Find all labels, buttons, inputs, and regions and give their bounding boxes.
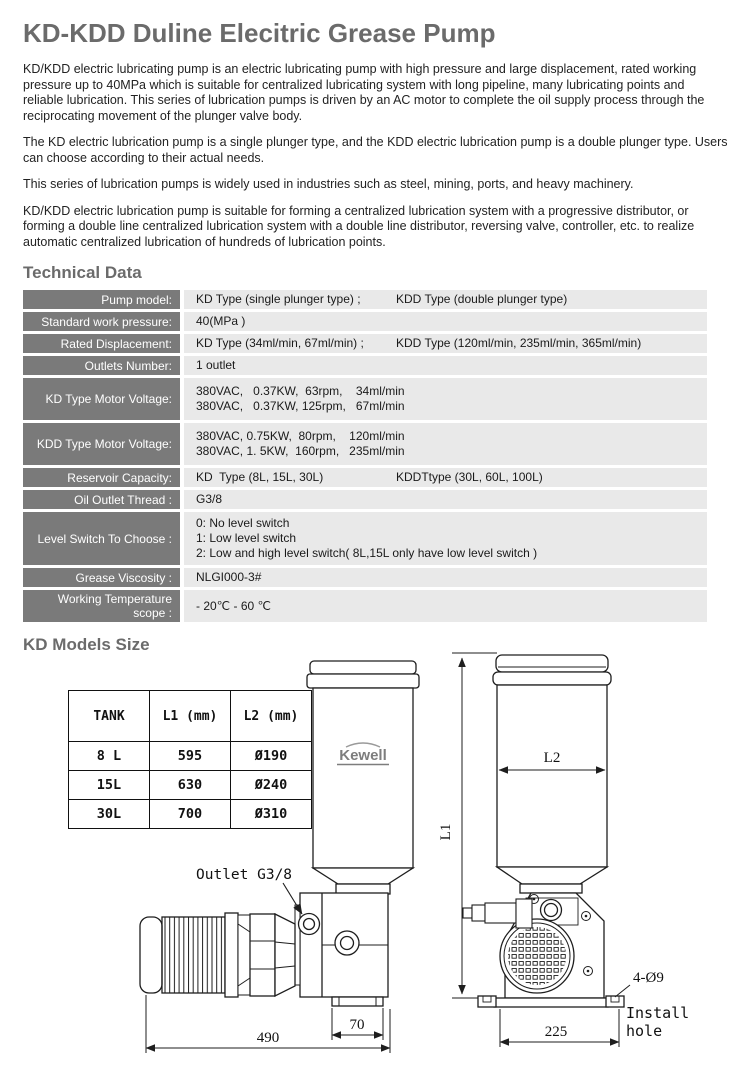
value-line-2: 380VAC, 1. 5KW, 160rpm, 235ml/min — [196, 444, 405, 458]
cell-tank: 15L — [69, 771, 150, 800]
vent-plate — [508, 927, 566, 985]
base-plate — [478, 996, 624, 1007]
value-col-2: KDD Type (120ml/min, 235ml/min, 365ml/min) — [396, 336, 642, 350]
cell-l2: Ø240 — [231, 771, 312, 800]
row-label: Pump model: — [23, 290, 180, 309]
row-label: Rated Displacement: — [23, 334, 180, 353]
cell-l1: 630 — [150, 771, 231, 800]
dimension-l1-text: L1 — [438, 823, 454, 841]
technical-data-table — [23, 290, 707, 622]
value-col-2: KDDTtype (30L, 60L, 100L) — [396, 470, 543, 484]
table-row-rated-displacement — [23, 334, 707, 353]
size-table — [68, 690, 312, 829]
row-label: Standard work pressure: — [23, 312, 180, 331]
holes-label: 4-Ø9 — [633, 970, 664, 986]
value-col-1: KD Type (single plunger type) ; — [196, 292, 361, 306]
kewell-logo-text: Kewell — [339, 747, 387, 764]
row-value — [184, 568, 707, 587]
cell-l2: Ø190 — [231, 742, 312, 771]
table-row-pump-model — [23, 290, 707, 309]
coupling-gearbox — [250, 914, 295, 996]
value-col-1: KD Type (34ml/min, 67ml/min) ; — [196, 336, 364, 350]
dimension-225 — [500, 1009, 619, 1047]
intro-paragraph-2: The KD electric lubrication pump is a single plunger type, and the KDD electric lubrication pump is a double plunger type. Users can choose according to their actual needs. — [23, 135, 728, 165]
value-col-1: G3/8 — [196, 492, 223, 506]
value-line-2: 1: Low level switch — [196, 531, 297, 545]
value-col-2: KDD Type (double plunger type) — [396, 292, 568, 306]
value-line-1: 0: No level switch — [196, 516, 290, 530]
table-row-kd-motor-voltage — [23, 378, 707, 420]
section-heading-technical-data: Technical Data — [23, 263, 142, 282]
size-col-l2: L2 (mm) — [231, 691, 312, 742]
reservoir-front — [493, 655, 611, 893]
row-value — [184, 590, 707, 622]
dimension-490-text: 490 — [256, 1030, 280, 1046]
row-value — [184, 490, 707, 509]
row-value — [184, 334, 707, 353]
row-label: Oil Outlet Thread : — [23, 490, 180, 509]
row-label: KD Type Motor Voltage: — [23, 378, 180, 420]
table-row-grease-viscosity — [23, 568, 707, 587]
page — [0, 18, 750, 655]
value-line-1: 380VAC, 0.37KW, 63rpm, 34ml/min — [196, 384, 405, 398]
row-value — [184, 312, 707, 331]
reservoir-side — [307, 661, 419, 894]
size-table-row-8l — [69, 742, 312, 771]
row-value — [184, 356, 707, 375]
row-value — [184, 290, 707, 309]
outlet-label: Outlet G3/8 — [196, 867, 293, 883]
section-heading-kd-models-size: KD Models Size — [23, 635, 150, 654]
table-row-working-temperature — [23, 590, 707, 622]
dimension-70-text: 70 — [349, 1017, 365, 1033]
install-hole-callout — [615, 970, 689, 1040]
value-col-1: 40(MPa ) — [196, 314, 246, 328]
row-value — [184, 378, 707, 420]
row-value — [184, 423, 707, 465]
intro-paragraph-4: KD/KDD electric lubrication pump is suitable for forming a centralized lubrication system with a progressive distributor, or forming a double line centralized lubrication system with a double line distributor, reversing valve, controller, etc. to realize automatic centralized lubrication of hundreds of lubrication points. — [23, 203, 695, 249]
table-row-oil-outlet-thread — [23, 490, 707, 509]
row-label: Level Switch To Choose : — [23, 512, 180, 565]
value-col-1: KD Type (8L, 15L, 30L) — [196, 470, 324, 484]
row-value — [184, 468, 707, 487]
cell-tank: 8 L — [69, 742, 150, 771]
page-title: KD-KDD Duline Elecitric Grease Pump — [23, 18, 496, 48]
table-row-outlets-number — [23, 356, 707, 375]
value-line-3: 2: Low and high level switch( 8L,15L only have low level switch ) — [196, 546, 538, 560]
pump-block-side — [295, 893, 388, 1006]
value-line-2: 380VAC, 0.37KW, 125rpm, 67ml/min — [196, 399, 405, 413]
value-line-1: 380VAC, 0.75KW, 80rpm, 120ml/min — [196, 429, 405, 443]
outlet-callout — [196, 867, 302, 914]
cell-tank: 30L — [69, 800, 150, 829]
value-col-1: - 20℃ - 60 ℃ — [196, 598, 271, 613]
dimension-l2-text: L2 — [543, 750, 561, 766]
kd-models-drawings — [0, 662, 750, 1088]
size-table-row-30l — [69, 800, 312, 829]
row-label: KDD Type Motor Voltage: — [23, 423, 180, 465]
table-row-work-pressure — [23, 312, 707, 331]
install-hole-label-line2: hole — [626, 1022, 663, 1040]
value-col-1: NLGI000-3# — [196, 570, 262, 584]
row-label: Grease Viscosity : — [23, 568, 180, 587]
size-table-header-row — [69, 691, 312, 742]
row-value — [184, 512, 707, 565]
size-table-row-15l — [69, 771, 312, 800]
pump-foot — [332, 997, 383, 1006]
table-row-reservoir-capacity — [23, 468, 707, 487]
intro-paragraph-1: KD/KDD electric lubricating pump is an electric lubricating pump with high pressure and large displacement, rated working pressure up to 40MPa which is suitable for centralized lubricating system with long pipeline, many lubricating points and reliable lubrication. This series of lubrication pumps is driven by an AC motor to complete the oil supply process through the reciprocating movement of the plunger valve body. — [23, 62, 705, 123]
cell-l2: Ø310 — [231, 800, 312, 829]
row-label: Outlets Number: — [23, 356, 180, 375]
dimension-225-text: 225 — [544, 1024, 568, 1040]
install-hole-label-line1: Install — [626, 1004, 690, 1022]
dimension-70 — [332, 1008, 383, 1040]
value-col-1: 1 outlet — [196, 358, 236, 372]
cell-l1: 700 — [150, 800, 231, 829]
cell-l1: 595 — [150, 742, 231, 771]
table-row-level-switch — [23, 512, 707, 565]
size-col-tank: TANK — [69, 691, 150, 742]
kewell-logo — [337, 743, 389, 765]
row-label: Reservoir Capacity: — [23, 468, 180, 487]
row-label: Working Temperature scope : — [23, 590, 180, 622]
drawing-front-view — [463, 655, 689, 1047]
motor-side — [140, 913, 250, 997]
table-row-kdd-motor-voltage — [23, 423, 707, 465]
filler-valve — [463, 899, 532, 928]
dimension-l1 — [438, 653, 497, 998]
size-col-l1: L1 (mm) — [150, 691, 231, 742]
intro-paragraph-3: This series of lubrication pumps is widely used in industries such as steel, mining, ports, and heavy machinery. — [23, 177, 634, 191]
